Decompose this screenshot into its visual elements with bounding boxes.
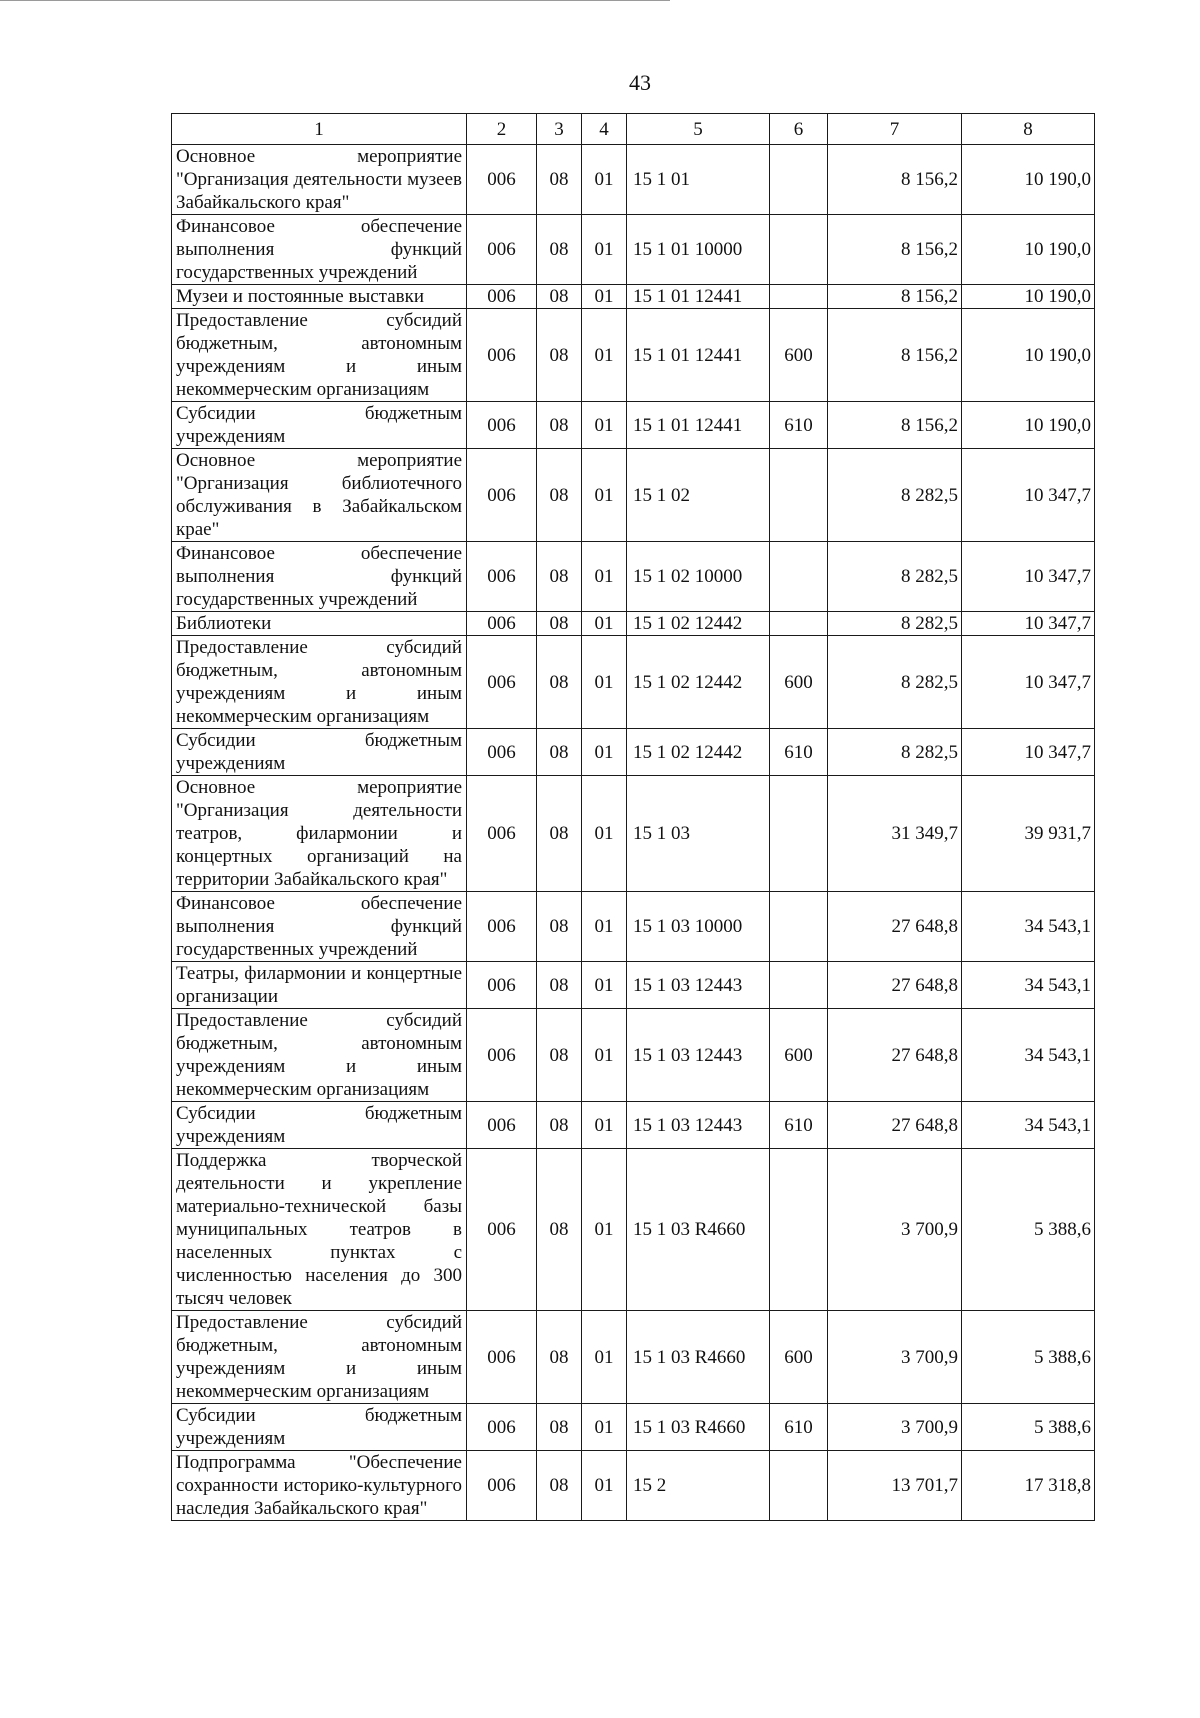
row-section-cell: 08 [537,145,582,215]
row-chapter-cell: 006 [467,449,537,542]
table-row [172,1404,1095,1451]
row-expense-type-cell [770,215,828,285]
row-subsection-cell: 01 [582,1451,627,1521]
row-section-cell: 08 [537,402,582,449]
table-row [172,1102,1095,1149]
row-amount-year2-cell: 5 388,6 [962,1404,1095,1451]
row-amount-year1-cell: 8 282,5 [828,636,962,729]
table-row [172,1451,1095,1521]
row-expense-type-cell [770,776,828,892]
row-amount-year2-cell: 10 347,7 [962,449,1095,542]
table-header-row [172,114,1095,145]
row-amount-year1-cell: 3 700,9 [828,1404,962,1451]
row-chapter-cell: 006 [467,1149,537,1311]
row-name-cell: Предоставление субсидий бюджетным, автономным учреждениям и иным некоммерческим организациям [172,1009,467,1102]
table-row [172,776,1095,892]
table-row [172,449,1095,542]
row-target-article-cell: 15 1 03 12443 [627,1009,770,1102]
row-amount-year1-cell: 31 349,7 [828,776,962,892]
row-amount-year1-cell: 8 156,2 [828,402,962,449]
row-target-article-cell: 15 2 [627,1451,770,1521]
row-expense-type-cell: 610 [770,402,828,449]
row-section-cell: 08 [537,1149,582,1311]
row-expense-type-cell: 610 [770,1404,828,1451]
row-chapter-cell: 006 [467,542,537,612]
row-name-cell: Финансовое обеспечение выполнения функций государственных учреждений [172,215,467,285]
row-expense-type-cell: 600 [770,1311,828,1404]
row-section-cell: 08 [537,285,582,309]
row-name-cell: Субсидии бюджетным учреждениям [172,729,467,776]
row-amount-year1-cell: 27 648,8 [828,892,962,962]
row-amount-year2-cell: 5 388,6 [962,1311,1095,1404]
row-chapter-cell: 006 [467,309,537,402]
row-amount-year1-cell: 3 700,9 [828,1149,962,1311]
row-subsection-cell: 01 [582,285,627,309]
row-subsection-cell: 01 [582,1009,627,1102]
row-name-cell: Театры, филармонии и концертные организации [172,962,467,1009]
row-target-article-cell: 15 1 01 [627,145,770,215]
row-target-article-cell: 15 1 03 R4660 [627,1311,770,1404]
row-chapter-cell: 006 [467,1009,537,1102]
row-subsection-cell: 01 [582,776,627,892]
table-row [172,215,1095,285]
row-amount-year1-cell: 3 700,9 [828,1311,962,1404]
row-target-article-cell: 15 1 03 [627,776,770,892]
row-amount-year1-cell: 8 282,5 [828,612,962,636]
row-subsection-cell: 01 [582,402,627,449]
row-amount-year1-cell: 27 648,8 [828,1102,962,1149]
row-amount-year2-cell: 10 190,0 [962,285,1095,309]
row-amount-year1-cell: 8 156,2 [828,145,962,215]
row-subsection-cell: 01 [582,1102,627,1149]
row-name-cell: Библиотеки [172,612,467,636]
header-col-5: 5 [627,114,770,145]
row-amount-year2-cell: 10 347,7 [962,612,1095,636]
row-expense-type-cell [770,892,828,962]
row-subsection-cell: 01 [582,636,627,729]
row-name-cell: Субсидии бюджетным учреждениям [172,1404,467,1451]
row-amount-year2-cell: 34 543,1 [962,1009,1095,1102]
row-expense-type-cell: 600 [770,1009,828,1102]
row-section-cell: 08 [537,542,582,612]
row-subsection-cell: 01 [582,1149,627,1311]
row-amount-year1-cell: 8 156,2 [828,285,962,309]
row-name-cell: Подпрограмма "Обеспечение сохранности историко-культурного наследия Забайкальского края" [172,1451,467,1521]
row-expense-type-cell: 600 [770,636,828,729]
row-chapter-cell: 006 [467,962,537,1009]
row-target-article-cell: 15 1 02 12442 [627,636,770,729]
row-expense-type-cell [770,1149,828,1311]
row-chapter-cell: 006 [467,1311,537,1404]
row-target-article-cell: 15 1 01 12441 [627,402,770,449]
row-amount-year2-cell: 10 190,0 [962,402,1095,449]
row-target-article-cell: 15 1 01 10000 [627,215,770,285]
table-row [172,402,1095,449]
row-target-article-cell: 15 1 03 10000 [627,892,770,962]
row-section-cell: 08 [537,449,582,542]
row-amount-year2-cell: 10 190,0 [962,215,1095,285]
row-target-article-cell: 15 1 03 R4660 [627,1149,770,1311]
row-amount-year1-cell: 8 282,5 [828,542,962,612]
row-expense-type-cell [770,145,828,215]
header-col-6: 6 [770,114,828,145]
row-name-cell: Предоставление субсидий бюджетным, автономным учреждениям и иным некоммерческим организациям [172,309,467,402]
table-row [172,1311,1095,1404]
row-section-cell: 08 [537,1311,582,1404]
row-subsection-cell: 01 [582,892,627,962]
row-name-cell: Субсидии бюджетным учреждениям [172,1102,467,1149]
row-name-cell: Музеи и постоянные выставки [172,285,467,309]
table-row [172,309,1095,402]
row-amount-year2-cell: 10 190,0 [962,145,1095,215]
table-row [172,892,1095,962]
row-amount-year1-cell: 8 282,5 [828,729,962,776]
table-row [172,542,1095,612]
row-section-cell: 08 [537,729,582,776]
table-row [172,729,1095,776]
row-amount-year2-cell: 5 388,6 [962,1149,1095,1311]
row-target-article-cell: 15 1 01 12441 [627,309,770,402]
row-expense-type-cell [770,542,828,612]
row-subsection-cell: 01 [582,215,627,285]
row-chapter-cell: 006 [467,402,537,449]
row-name-cell: Предоставление субсидий бюджетным, автономным учреждениям и иным некоммерческим организациям [172,1311,467,1404]
table-row [172,1009,1095,1102]
row-target-article-cell: 15 1 02 [627,449,770,542]
header-col-7: 7 [828,114,962,145]
row-amount-year2-cell: 10 347,7 [962,729,1095,776]
row-amount-year2-cell: 34 543,1 [962,962,1095,1009]
row-expense-type-cell [770,285,828,309]
row-amount-year1-cell: 8 156,2 [828,309,962,402]
row-name-cell: Субсидии бюджетным учреждениям [172,402,467,449]
table-row [172,636,1095,729]
row-name-cell: Предоставление субсидий бюджетным, автономным учреждениям и иным некоммерческим организациям [172,636,467,729]
header-col-4: 4 [582,114,627,145]
row-name-cell: Финансовое обеспечение выполнения функций государственных учреждений [172,542,467,612]
row-chapter-cell: 006 [467,612,537,636]
row-subsection-cell: 01 [582,309,627,402]
top-edge-rule [0,0,670,1]
row-amount-year2-cell: 10 347,7 [962,542,1095,612]
row-subsection-cell: 01 [582,1404,627,1451]
budget-table [171,113,1095,1521]
header-col-1: 1 [172,114,467,145]
row-section-cell: 08 [537,1404,582,1451]
row-section-cell: 08 [537,892,582,962]
row-amount-year2-cell: 17 318,8 [962,1451,1095,1521]
row-name-cell: Основное мероприятие "Организация библиотечного обслуживания в Забайкальском крае" [172,449,467,542]
row-chapter-cell: 006 [467,285,537,309]
row-subsection-cell: 01 [582,449,627,542]
row-subsection-cell: 01 [582,729,627,776]
row-section-cell: 08 [537,776,582,892]
row-section-cell: 08 [537,1451,582,1521]
row-name-cell: Финансовое обеспечение выполнения функций государственных учреждений [172,892,467,962]
row-expense-type-cell [770,962,828,1009]
row-amount-year2-cell: 10 347,7 [962,636,1095,729]
row-amount-year1-cell: 13 701,7 [828,1451,962,1521]
row-subsection-cell: 01 [582,542,627,612]
row-expense-type-cell: 610 [770,729,828,776]
row-target-article-cell: 15 1 02 10000 [627,542,770,612]
row-chapter-cell: 006 [467,1451,537,1521]
row-name-cell: Поддержка творческой деятельности и укрепление материально-технической базы муниципальных театров в населенных пунктах с численностью населения до 300 тысяч человек [172,1149,467,1311]
row-amount-year1-cell: 8 282,5 [828,449,962,542]
row-section-cell: 08 [537,962,582,1009]
row-chapter-cell: 006 [467,215,537,285]
table-row [172,285,1095,309]
row-chapter-cell: 006 [467,729,537,776]
row-subsection-cell: 01 [582,1311,627,1404]
row-chapter-cell: 006 [467,1102,537,1149]
header-col-3: 3 [537,114,582,145]
table-row [172,1149,1095,1311]
page-number: 43 [629,70,651,95]
row-expense-type-cell [770,1451,828,1521]
row-section-cell: 08 [537,1009,582,1102]
row-amount-year2-cell: 10 190,0 [962,309,1095,402]
row-subsection-cell: 01 [582,145,627,215]
row-chapter-cell: 006 [467,776,537,892]
row-name-cell: Основное мероприятие "Организация деятельности музеев Забайкальского края" [172,145,467,215]
row-section-cell: 08 [537,309,582,402]
row-amount-year1-cell: 8 156,2 [828,215,962,285]
header-col-8: 8 [962,114,1095,145]
row-chapter-cell: 006 [467,636,537,729]
row-subsection-cell: 01 [582,612,627,636]
table-row [172,145,1095,215]
row-expense-type-cell [770,612,828,636]
row-amount-year1-cell: 27 648,8 [828,962,962,1009]
row-target-article-cell: 15 1 01 12441 [627,285,770,309]
row-name-cell: Основное мероприятие "Организация деятельности театров, филармонии и концертных организаций на территории Забайкальского края" [172,776,467,892]
row-amount-year2-cell: 34 543,1 [962,892,1095,962]
row-section-cell: 08 [537,636,582,729]
table-row [172,612,1095,636]
row-expense-type-cell: 600 [770,309,828,402]
row-chapter-cell: 006 [467,892,537,962]
row-amount-year1-cell: 27 648,8 [828,1009,962,1102]
row-chapter-cell: 006 [467,1404,537,1451]
row-amount-year2-cell: 34 543,1 [962,1102,1095,1149]
row-section-cell: 08 [537,215,582,285]
table-row [172,962,1095,1009]
row-chapter-cell: 006 [467,145,537,215]
row-target-article-cell: 15 1 02 12442 [627,729,770,776]
row-section-cell: 08 [537,1102,582,1149]
row-subsection-cell: 01 [582,962,627,1009]
row-target-article-cell: 15 1 03 12443 [627,962,770,1009]
header-col-2: 2 [467,114,537,145]
row-target-article-cell: 15 1 02 12442 [627,612,770,636]
row-expense-type-cell [770,449,828,542]
row-target-article-cell: 15 1 03 12443 [627,1102,770,1149]
row-target-article-cell: 15 1 03 R4660 [627,1404,770,1451]
row-amount-year2-cell: 39 931,7 [962,776,1095,892]
row-section-cell: 08 [537,612,582,636]
row-expense-type-cell: 610 [770,1102,828,1149]
